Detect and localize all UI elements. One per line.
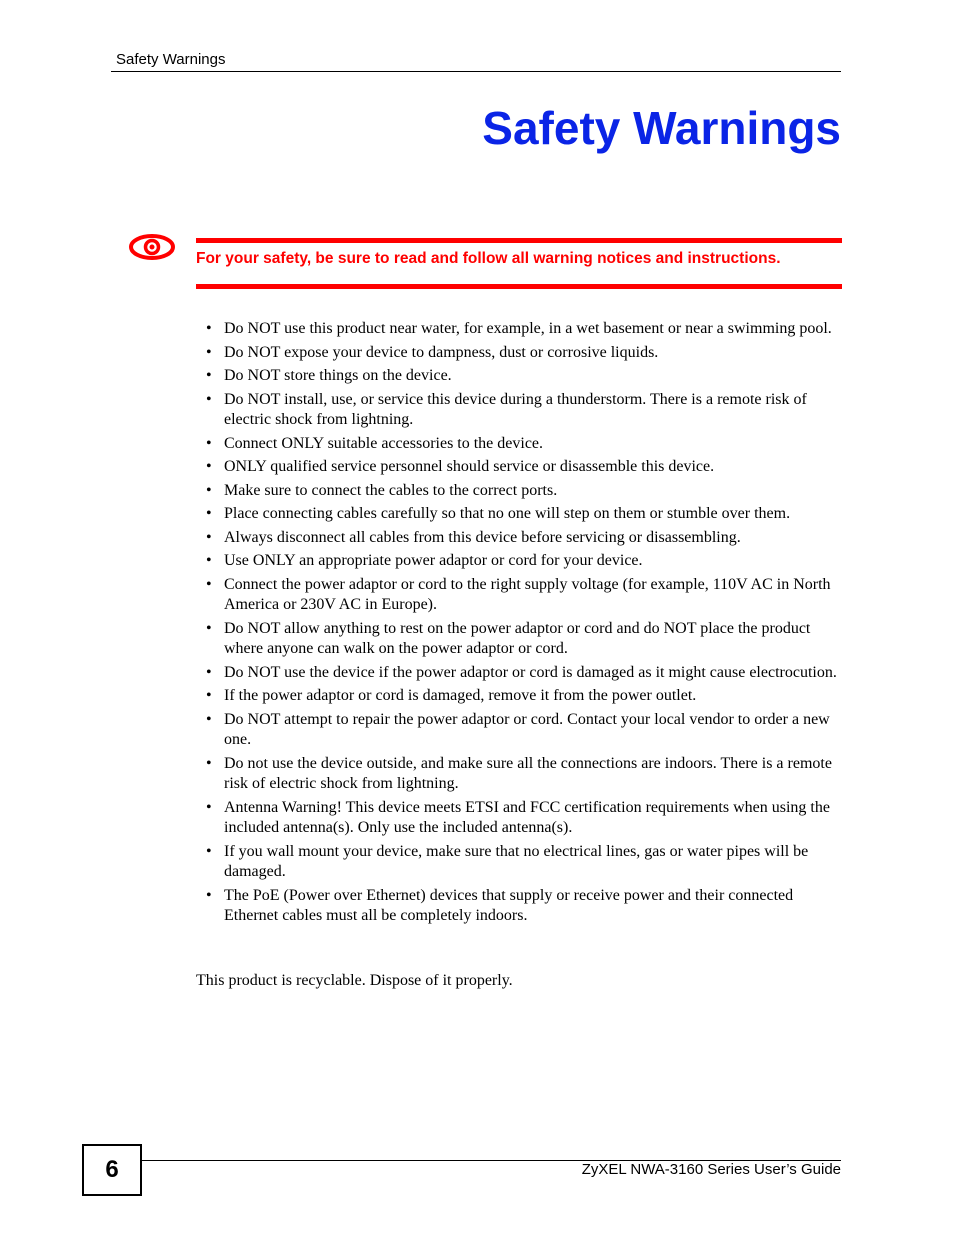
list-item-text: Antenna Warning! This device meets ETSI and FCC certification requirements when using the included antenna(s). Only use the included antenna(s). [224, 798, 830, 836]
warning-bar-top [196, 238, 842, 243]
list-item [196, 619, 844, 660]
list-item-text: ONLY qualified service personnel should service or disassemble this device. [224, 458, 715, 475]
bullet-glyph: • [206, 505, 212, 522]
list-item-text: Do NOT use the device if the power adaptor or cord is damaged as it might cause electrocution. [224, 663, 837, 681]
list-item [196, 575, 844, 616]
list-item-text: Do NOT use this product near water, for example, in a wet basement or near a swimming pool. [224, 320, 832, 337]
list-item [196, 481, 844, 502]
bullet-glyph: • [206, 343, 212, 361]
list-item-text: Make sure to connect the cables to the correct ports. [224, 481, 558, 499]
list-item [196, 457, 844, 478]
bullet-glyph: • [206, 687, 212, 704]
bullet-glyph: • [206, 390, 212, 408]
bullet-glyph: • [206, 320, 212, 337]
list-item [196, 886, 844, 927]
bullet-glyph: • [206, 528, 212, 546]
list-item [196, 528, 844, 549]
bullet-glyph: • [206, 434, 212, 452]
list-item-text: Connect the power adaptor or cord to the right supply voltage (for example, 110V AC in North America or 230V AC in Europe). [224, 575, 831, 613]
list-item [196, 710, 844, 751]
list-item [196, 686, 844, 707]
page-number: 6 [82, 1144, 142, 1196]
list-item [196, 366, 844, 387]
bullet-glyph: • [206, 458, 212, 475]
safety-bullet-list [196, 319, 844, 930]
closing-paragraph: This product is recyclable. Dispose of it properly. [196, 972, 513, 989]
bullet-glyph: • [206, 663, 212, 681]
running-header: Safety Warnings [116, 51, 226, 68]
bullet-glyph: • [206, 886, 212, 904]
list-item-text: If the power adaptor or cord is damaged, remove it from the power outlet. [224, 687, 697, 704]
bullet-glyph: • [206, 619, 212, 637]
list-item-text: Place connecting cables carefully so that no one will step on them or stumble over them. [224, 505, 791, 522]
warning-text: For your safety, be sure to read and follow all warning notices and instructions. [196, 250, 781, 267]
list-item-text: Connect ONLY suitable accessories to the device. [224, 434, 544, 452]
eye-warning-icon [128, 231, 176, 263]
list-item-text: The PoE (Power over Ethernet) devices that supply or receive power and their connected Ethernet cables must all be completely indoors. [224, 886, 794, 924]
list-item-text: If you wall mount your device, make sure that no electrical lines, gas or water pipes will be damaged. [224, 842, 809, 880]
list-item-text: Do NOT attempt to repair the power adaptor or cord. Contact your local vendor to order a new one. [224, 710, 830, 748]
list-item-text: Do NOT expose your device to dampness, dust or corrosive liquids. [224, 343, 659, 361]
list-item [196, 343, 844, 364]
bullet-glyph: • [206, 575, 212, 593]
list-item [196, 754, 844, 795]
page-title: Safety Warnings [482, 102, 841, 154]
footer-guide-title: ZyXEL NWA-3160 Series User’s Guide [581, 1161, 841, 1178]
list-item [196, 551, 844, 572]
list-item-text: Do NOT allow anything to rest on the power adaptor or cord and do NOT place the product where anyone can walk on the power adaptor or cord. [224, 619, 811, 657]
list-item-text: Do not use the device outside, and make sure all the connections are indoors. There is a remote risk of electric shock from lightning. [224, 754, 832, 792]
bullet-glyph: • [206, 754, 212, 772]
list-item [196, 434, 844, 455]
list-item [196, 842, 844, 883]
list-item-text: Use ONLY an appropriate power adaptor or cord for your device. [224, 552, 643, 569]
bullet-glyph: • [206, 798, 212, 816]
list-item-text: Do NOT install, use, or service this device during a thunderstorm. There is a remote risk of electric shock from lightning. [224, 390, 807, 428]
list-item-text: Always disconnect all cables from this device before servicing or disassembling. [224, 528, 741, 546]
list-item [196, 319, 844, 340]
bullet-glyph: • [206, 842, 212, 860]
bullet-glyph: • [206, 552, 212, 569]
bullet-glyph: • [206, 367, 212, 384]
bullet-glyph: • [206, 710, 212, 728]
list-item [196, 663, 844, 684]
list-item [196, 504, 844, 525]
bullet-glyph: • [206, 481, 212, 499]
list-item [196, 798, 844, 839]
warning-bar-bottom [196, 284, 842, 289]
list-item-text: Do NOT store things on the device. [224, 367, 452, 384]
header-rule [111, 71, 841, 72]
list-item [196, 390, 844, 431]
